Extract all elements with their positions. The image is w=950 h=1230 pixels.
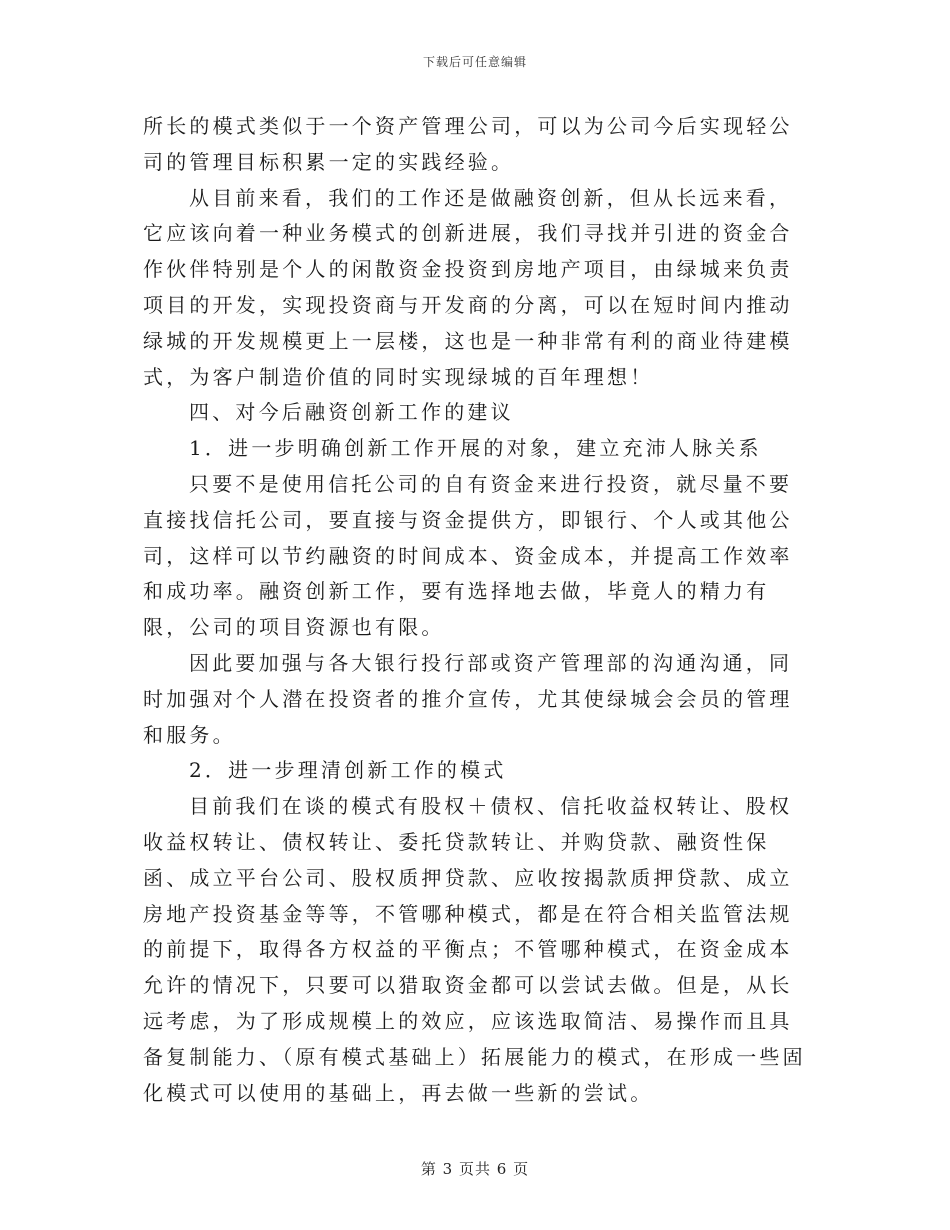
paragraph-5: 目前我们在谈的模式有股权＋债权、信托收益权转让、股权收益权转让、债权转让、委托贷款转让、并购贷款、融资性保函、成立平台公司、股权质押贷款、应收按揭款质押贷款、成立房地产投资基金等等，不管哪种模式，都是在符合相关监管法规的前提下，取得各方权益的平衡点；不管哪种模式，在资金成本允许的情况下，只要可以猎取资金都可以尝试去做。但是，从长远考虑，为了形成规模上的效应，应该选取简洁、易操作而且具备复制能力、（原有模式基础上）拓展能力的模式，在形成一些固化模式可以使用的基础上，再去做一些新的尝试。 (143, 794, 806, 1105)
document-body (143, 109, 811, 1111)
paragraph-4: 因此要加强与各大银行投行部或资产管理部的沟通沟通，同时加强对个人潜在投资者的推介宣传，尤其使绿城会会员的管理和服务。 (143, 650, 793, 747)
paragraph-1: 所长的模式类似于一个资产管理公司，可以为公司今后实现轻公司的管理目标积累一定的实践经验。 (143, 114, 793, 174)
page-header: 下载后可任意编辑 (422, 55, 527, 69)
section-heading-4: 四、对今后融资创新工作的建议 (189, 400, 514, 425)
paragraph-3: 只要不是使用信托公司的自有资金来进行投资，就尽量不要直接找信托公司，要直接与资金提供方，即银行、个人或其他公司，这样可以节约融资的时间成本、资金成本，并提高工作效率和成功率。融资创新工作，要有选择地去做，毕竟人的精力有限，公司的项目资源也有限。 (143, 471, 793, 640)
subheading-2: 2．进一步理清创新工作的模式 (189, 758, 507, 783)
subheading-1: 1．进一步明确创新工作开展的对象，建立充沛人脉关系 (189, 436, 762, 461)
paragraph-2: 从目前来看，我们的工作还是做融资创新，但从长远来看，它应该向着一种业务模式的创新进展，我们寻找并引进的资金合作伙伴特别是个人的闲散资金投资到房地产项目，由绿城来负责项目的开发，实现投资商与开发商的分离，可以在短时间内推动绿城的开发规模更上一层楼，这也是一种非常有利的商业待建模式，为客户制造价值的同时实现绿城的百年理想！ (143, 185, 793, 389)
page-number: 第 3 页共 6 页 (420, 1160, 530, 1178)
